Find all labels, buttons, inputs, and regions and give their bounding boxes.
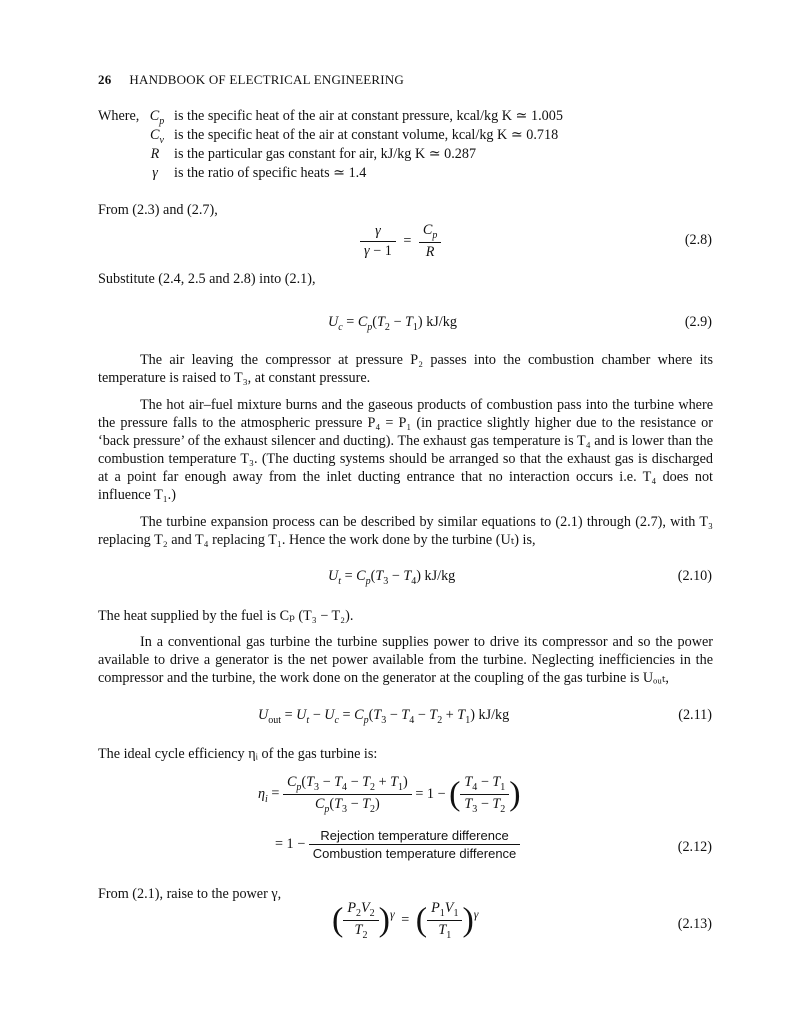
where-text: is the specific heat of the air at constant volume, kcal/kg K ≃ 0.718 bbox=[174, 127, 559, 143]
equation-2-13: ( $\frac{P_2V_2}{T_2}$ )$^\gamma$ = ( $\frac{P_1V_1}{T_1}$ )$^\gamma$ bbox=[332, 900, 479, 941]
where-text: is the particular gas constant for air, kJ/kg K ≃ 0.287 bbox=[174, 146, 477, 162]
equation-number: (2.10) bbox=[677, 568, 712, 584]
equation-number: (2.11) bbox=[678, 707, 712, 723]
equation-number: (2.8) bbox=[684, 232, 712, 248]
where-symbol: R bbox=[150, 146, 160, 162]
equation-number: (2.9) bbox=[684, 314, 712, 330]
equation-2-8: $\frac{\gamma}{\gamma - 1}$ = $\frac{C_p}{R}$ bbox=[360, 222, 441, 261]
paragraph-turbine-expansion: The hot air–fuel mixture burns and the gaseous products of combustion pass into the turbine where the pressure falls to the atmospheric pressure P₄ = P₁ (in practice slightly higher due to the resistance or ‘back pressure’ of the exhaust silencer and ducting). The exhaust gas temperature is T₄ and is lower than the combustion temperature T₃. (The ducting systems should be arranged so that the exhaust gas is discharged at a point far enough away from the inlet ducting entrance that no interaction occurs i.e. T₄ does not influence T₁.) bbox=[98, 397, 713, 503]
running-header bbox=[98, 72, 404, 88]
where-symbol: $C_p$ bbox=[149, 108, 165, 127]
heat-supplied-line: The heat supplied by the fuel is Cₚ (T₃ − T₂). bbox=[98, 608, 354, 624]
equation-2-12-line2: = 1 − $\frac{\text{Rejection temperature difference}}{\text{Combustion temperature difference}}$ bbox=[275, 828, 520, 861]
paragraph-compressor-exit: The air leaving the compressor at pressure P₂ passes into the combustion chamber where its temperature is raised to T₃, at constant pressure. bbox=[98, 352, 713, 386]
ideal-efficiency-line: The ideal cycle efficiency ηᵢ of the gas turbine is: bbox=[98, 746, 378, 762]
where-lead: Where, bbox=[98, 108, 140, 124]
equation-2-9: $U_c = C_p(T_2 - T_1)$ kJ/kg bbox=[328, 314, 457, 333]
paragraph-net-power: In a conventional gas turbine the turbine supplies power to drive its compressor and so the power available to drive a generator is the net power available from the turbine. Neglecting inefficiencies in the compressor and the turbine, the work done on the generator at the coupling of the gas turbine is Uₒᵤₜ, bbox=[98, 634, 713, 686]
paragraph-turbine-work: The turbine expansion process can be described by similar equations to (2.1) through (2.7), with T₃ replacing T₂ and T₄ replacing T₁. Hence the work done by the turbine (Uₜ) is, bbox=[98, 514, 713, 548]
from-2-1-line: From (2.1), raise to the power γ, bbox=[98, 886, 282, 902]
equation-number: (2.13) bbox=[677, 916, 712, 932]
where-symbol: γ bbox=[152, 165, 158, 181]
where-text: is the ratio of specific heats ≃ 1.4 bbox=[174, 165, 367, 181]
equation-2-12-line1: $\eta_i$ = $\frac{C_p(T_3 - T_4 - T_2 + T_1)}{C_p(T_3 - T_2)}$ = 1 − ( $\frac{T_4 - T_1}{T_3 - T_2}$ ) bbox=[258, 774, 521, 815]
equation-2-11: $U_{out} = U_t - U_c = C_p(T_3 - T_4 - T_2 + T_1)$ kJ/kg bbox=[258, 707, 510, 726]
page-number: 26 bbox=[98, 72, 112, 87]
running-title: HANDBOOK OF ELECTRICAL ENGINEERING bbox=[129, 72, 405, 87]
where-text: is the specific heat of the air at constant pressure, kcal/kg K ≃ 1.005 bbox=[174, 108, 563, 124]
substitute-line: Substitute (2.4, 2.5 and 2.8) into (2.1), bbox=[98, 271, 316, 287]
equation-number: (2.12) bbox=[677, 839, 712, 855]
equation-2-10: $U_t = C_p(T_3 - T_4)$ kJ/kg bbox=[328, 568, 456, 587]
from-2-3-2-7: From (2.3) and (2.7), bbox=[98, 202, 218, 218]
where-symbol: $C_v$ bbox=[150, 127, 164, 146]
